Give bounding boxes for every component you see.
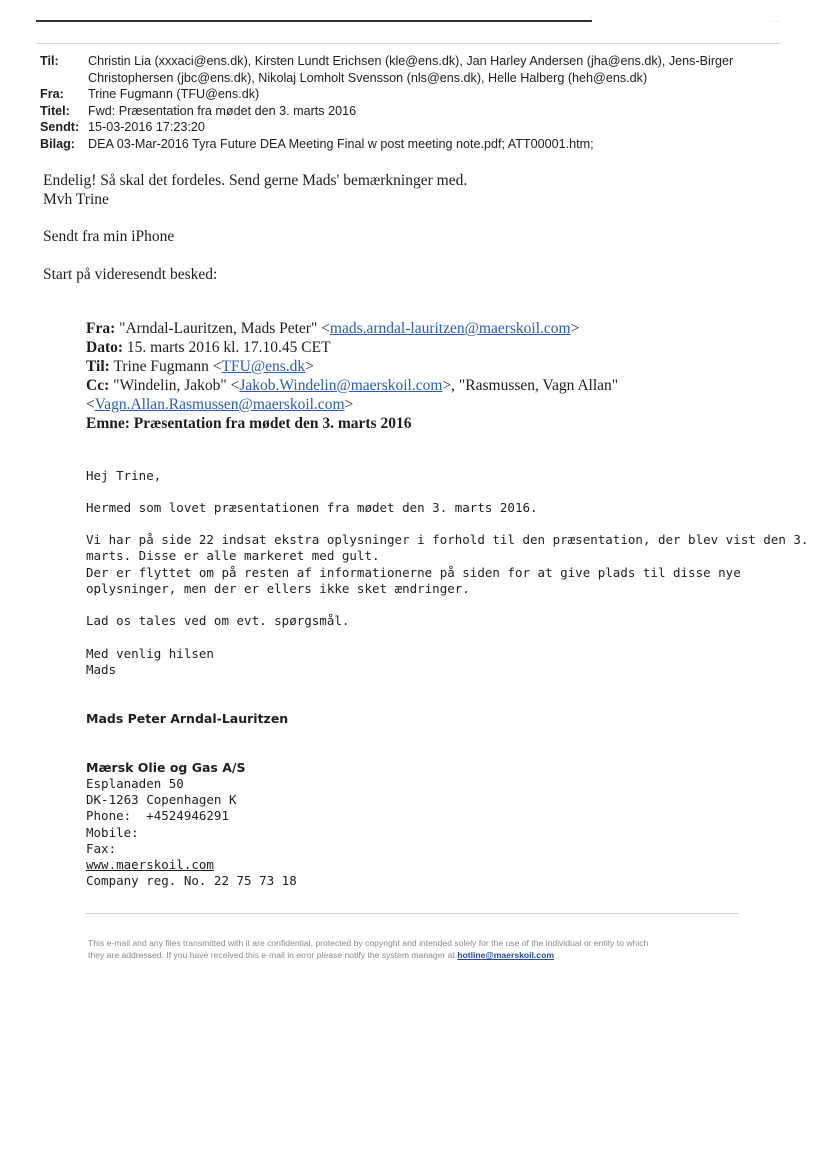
body-greeting: Hej Trine, <box>86 468 162 483</box>
fwd-cc-email-link-2[interactable]: Vagn.Allan.Rasmussen@maerskoil.com <box>94 396 345 413</box>
fwd-to-close: > <box>305 358 314 375</box>
fwd-cc-label: Cc: <box>86 377 110 394</box>
signature-city: DK-1263 Copenhagen K <box>86 792 237 807</box>
scan-speck: · <box>590 14 593 21</box>
sent-label: Sendt: <box>40 120 80 134</box>
to-recipients: Christin Lia (xxxaci@ens.dk), Kirsten Lundt Erichsen (kle@ens.dk), Jan Harley Andersen (jha@ens.dk), Jens-Birger Christophersen (jbc@ens.dk), Nikolaj Lomholt Svensson (nls@ens.dk), Helle Halberg (heh@ens.dk) <box>88 54 734 85</box>
sent-row <box>40 119 790 136</box>
body-paragraph-3: Lad os tales ved om evt. spørgsmål. <box>86 613 350 628</box>
fwd-cc-row <box>86 376 618 395</box>
sent-value: 15-03-2016 17:23:20 <box>88 120 205 134</box>
fwd-subject-label: Emne: <box>86 415 130 432</box>
fwd-subject-row <box>86 414 411 433</box>
attachment-label: Bilag: <box>40 136 75 151</box>
signature-fax: Fax: <box>86 841 117 856</box>
fwd-from-close: > <box>570 320 580 337</box>
signature-website-link[interactable]: www.maerskoil.com <box>86 857 214 872</box>
body-paragraph-2-line-3: Der er flyttet om på resten af informationerne på siden for at give plads til disse nye <box>86 565 741 580</box>
title-label: Titel: <box>40 103 70 118</box>
to-row <box>40 53 790 86</box>
header-rule <box>36 43 781 44</box>
disclaimer-line-2 <box>88 949 738 961</box>
signature-name: Mads Peter Arndal-Lauritzen <box>86 711 289 726</box>
from-label: Fra: <box>40 87 64 101</box>
disclaimer <box>88 937 738 961</box>
fwd-to-label: Til: <box>86 358 110 375</box>
body-paragraph-2-line-4: oplysninger, men der er ellers ikke sket ændringer. <box>86 581 470 596</box>
to-label: Til: <box>40 54 59 68</box>
fwd-from-name: "Arndal-Lauritzen, Mads Peter" < <box>119 320 330 337</box>
intro-line-1: Endelig! Så skal det fordeles. Send gerne Mads' bemærkninger med. <box>43 172 468 189</box>
fwd-cc-open-2: < <box>86 396 95 413</box>
from-row <box>40 86 790 103</box>
disclaimer-line-1: This e-mail and any files transmitted with it are confidential, protected by copyright and intended solely for the use of the individual or entity to which <box>88 938 649 948</box>
fwd-cc-row-2 <box>86 395 353 414</box>
fwd-from-label: Fra: <box>86 320 116 337</box>
title-row <box>40 103 790 120</box>
fwd-cc-name-1: "Windelin, Jakob" < <box>113 377 240 394</box>
disclaimer-hotline-link[interactable]: hotline@maerskoil.com <box>457 950 554 960</box>
from-value: Trine Fugmann (TFU@ens.dk) <box>88 87 260 101</box>
signature-mobile: Mobile: <box>86 825 139 840</box>
signature-street: Esplanaden 50 <box>86 776 184 791</box>
fwd-cc-mid: >, "Rasmussen, Vagn Allan" <box>442 377 619 394</box>
attachment-row <box>40 136 790 153</box>
email-header <box>40 53 790 152</box>
sent-from-iphone: Sendt fra min iPhone <box>43 228 175 245</box>
signature-company: Mærsk Olie og Gas A/S <box>86 760 246 775</box>
intro-line-2: Mvh Trine <box>43 191 109 208</box>
forwarded-intro: Start på videresendt besked: <box>43 266 218 283</box>
attachment-value: DEA 03-Mar-2016 Tyra Future DEA Meeting Final w post meeting note.pdf; ATT00001.htm; <box>88 136 594 151</box>
body-closing-2: Mads <box>86 662 117 677</box>
fwd-subject-value: Præsentation fra mødet den 3. marts 2016 <box>133 415 412 432</box>
fwd-date-row <box>86 338 331 357</box>
signature-company-reg: Company reg. No. 22 75 73 18 <box>86 873 297 888</box>
fwd-to-name: Trine Fugmann < <box>113 358 222 375</box>
top-rule <box>36 20 592 22</box>
disclaimer-line-2-text: they are addressed. If you have received this e-mail in error please notify the system manager at <box>88 950 458 960</box>
signature-phone: Phone: +4524946291 <box>86 808 229 823</box>
disclaimer-divider <box>86 913 738 914</box>
fwd-date-value: 15. marts 2016 kl. 17.10.45 CET <box>126 339 331 356</box>
title-value: Fwd: Præsentation fra mødet den 3. marts 2016 <box>88 103 357 118</box>
fwd-from-email-link[interactable]: mads.arndal-lauritzen@maerskoil.com <box>329 320 571 337</box>
body-closing-1: Med venlig hilsen <box>86 646 214 661</box>
fwd-to-email-link[interactable]: TFU@ens.dk <box>221 358 306 375</box>
scan-speck: · · <box>772 18 779 25</box>
fwd-date-label: Dato: <box>86 339 124 356</box>
body-paragraph-2-line-1: Vi har på side 22 indsat ekstra oplysninger i forhold til den præsentation, der blev vist den 3. <box>86 532 809 547</box>
fwd-from-row <box>86 319 579 338</box>
fwd-cc-email-link-1[interactable]: Jakob.Windelin@maerskoil.com <box>239 377 443 394</box>
body-paragraph-1: Hermed som lovet præsentationen fra mødet den 3. marts 2016. <box>86 500 538 515</box>
fwd-to-row <box>86 357 314 376</box>
body-paragraph-2-line-2: marts. Disse er alle markeret med gult. <box>86 548 380 563</box>
fwd-cc-close-2: > <box>344 396 354 413</box>
